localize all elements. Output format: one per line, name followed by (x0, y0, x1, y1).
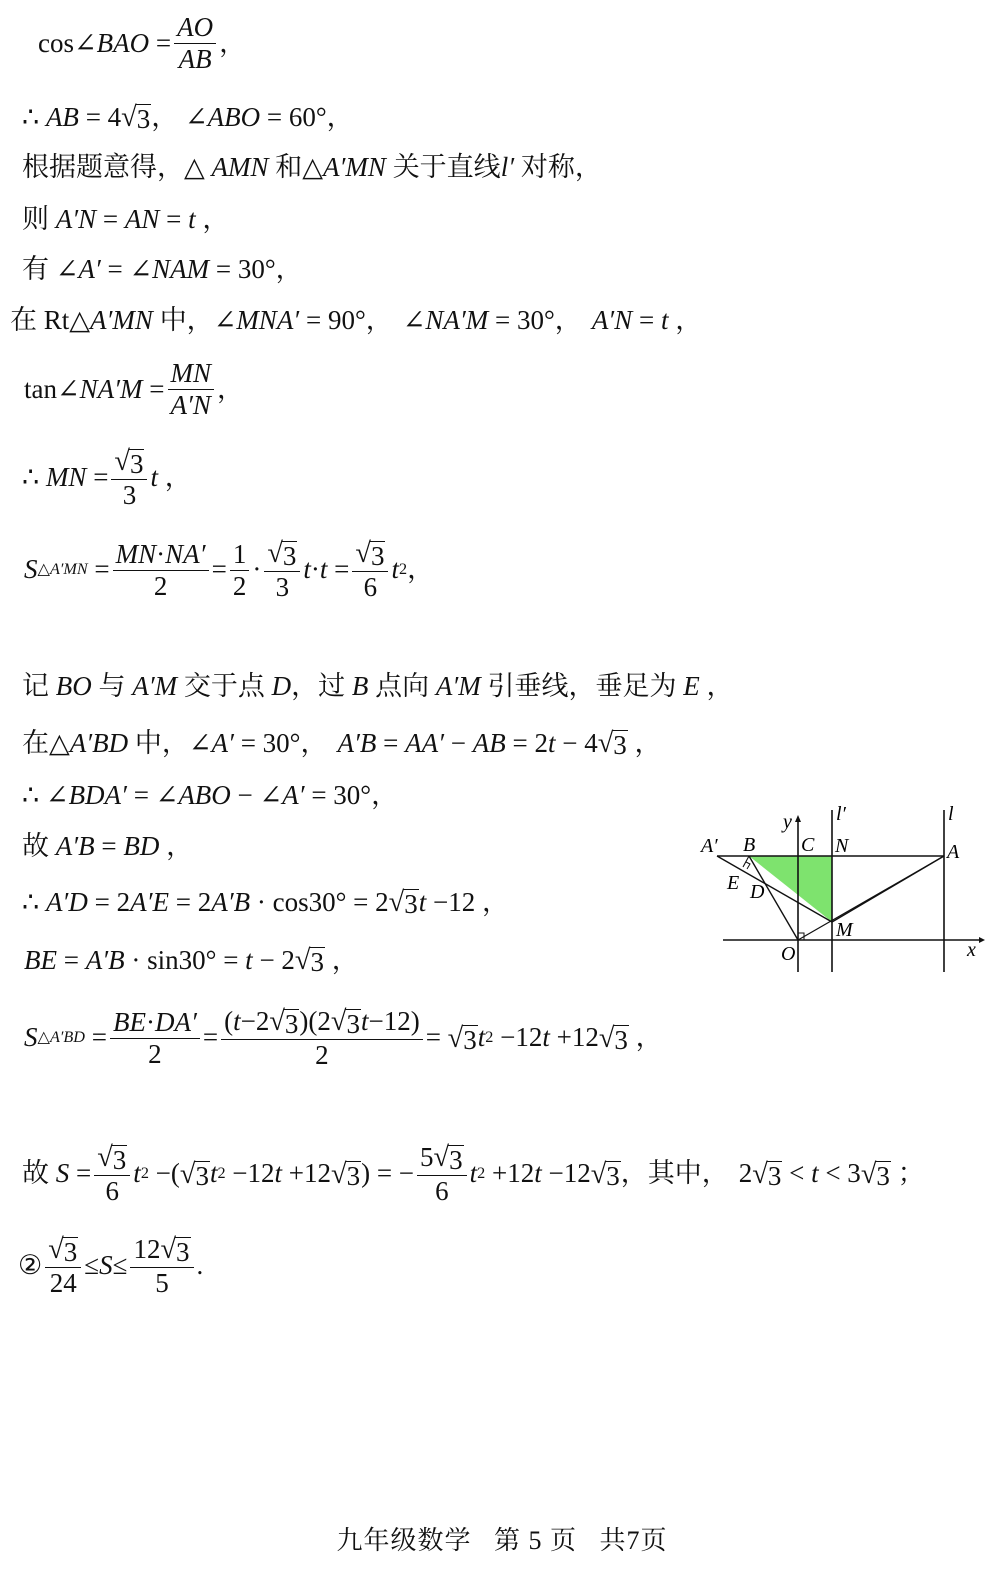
y-axis-arrow (795, 815, 801, 822)
eq-an: 则 A′N = AN = t ， (22, 204, 230, 234)
footer-total-prefix: 共 (599, 1526, 627, 1555)
footer-total: 7 (626, 1526, 641, 1555)
footer-page-suffix: 页 (549, 1526, 577, 1555)
eq-area-abd: S △A′BD = $\frac{BE\cdot DA'}{2}$ = (t−2 √ 3 )(2 √ 3 t−12) 2 = √ 3 t 2 −12 t +12 √ 3 ， (24, 1006, 663, 1070)
footer-subject: 九年级数学 (336, 1526, 472, 1555)
text-rt-triangle: 在 Rt△ A′MN 中， ∠ MNA′ = 90°， ∠ NA′M = 30°， A′N = t ， (10, 305, 703, 335)
right-angle-mark-e (746, 862, 750, 869)
footer-page-prefix: 第 (493, 1526, 521, 1555)
geometry-figure (697, 798, 987, 978)
label-d: D (750, 881, 765, 903)
eq-triangle-abd: 在△ A′BD 中， ∠ A′ = 30°， A′B = AA′ − AB = 2 t − 4 √ 3 ， (22, 727, 662, 760)
label-a: A (947, 841, 960, 863)
eq-tan: tan∠ NA′M = $\frac{MN}{A'N}$ ， (24, 358, 244, 421)
label-c: C (801, 834, 815, 856)
eq-angle-a: 有 ∠ A′ = ∠ NAM = 30°， (22, 254, 303, 284)
label-m: M (836, 919, 853, 941)
eq-ad: ∴ A′D = 2 A′E = 2 A′B · cos30° = 2 √ 3 t −12 ， (22, 886, 509, 919)
label-y: y (783, 811, 792, 833)
label-a-prime: A′ (701, 835, 718, 857)
text-symmetry: 根据题意得，△ AMN 和△ A′MN 关于直线 l′ 对称， (22, 152, 602, 182)
eq-s-final: 故 S = √ 3 6 t 2 −( √ 3 t 2 −12 t +12 √ 3 ) = − 5 √ 3 6 t 2 +12 t −12 √ 3 ，其中， 2 √ 3 < t < 3 √ 3 ； (22, 1142, 925, 1206)
label-e: E (727, 872, 740, 894)
page-footer (0, 1520, 1004, 1557)
footer-total-suffix: 页 (640, 1526, 668, 1555)
label-o: O (781, 943, 796, 965)
eq-mn: ∴ MN = √ 3 3 t ， (22, 446, 192, 510)
footer-page-number: 5 (528, 1526, 543, 1555)
eq-area-amn: S △A′MN = $\frac{MN\cdot NA'}{2}$ = $\frac{1}{2}$ · √ 3 3 t · t = √ 3 6 t 2 ， (24, 538, 435, 602)
label-n: N (835, 835, 849, 857)
eq-ab-value: ∴ AB = 4 √ 3 ， ∠ ABO = 60°， (22, 101, 354, 134)
eq-be: BE = A′B · sin30° = t − 2 √ 3 ， (24, 944, 359, 977)
x-axis-arrow (979, 937, 985, 943)
line-b-e (743, 856, 749, 867)
label-l-prime: l′ (836, 803, 846, 825)
eq-ab-bd: 故 A′B = BD ， (22, 831, 194, 861)
label-b: B (743, 834, 756, 856)
eq-part-2: ② √ 3 24 ≤ S ≤ 12 √ 3 5 . (18, 1234, 204, 1298)
text-point-d: 记 BO 与 A′M 交于点 D ，过 B 点向 A′M 引垂线，垂足为 E ， (22, 671, 734, 701)
eq-angle-bda: ∴ ∠ BDA′ = ∠ ABO − ∠ A′ = 30°， (22, 780, 399, 810)
label-x: x (967, 939, 976, 961)
label-l: l (948, 803, 954, 825)
eq-cos-bao: cos∠ BAO = $\frac{AO}{AB}$ ， (38, 12, 247, 75)
